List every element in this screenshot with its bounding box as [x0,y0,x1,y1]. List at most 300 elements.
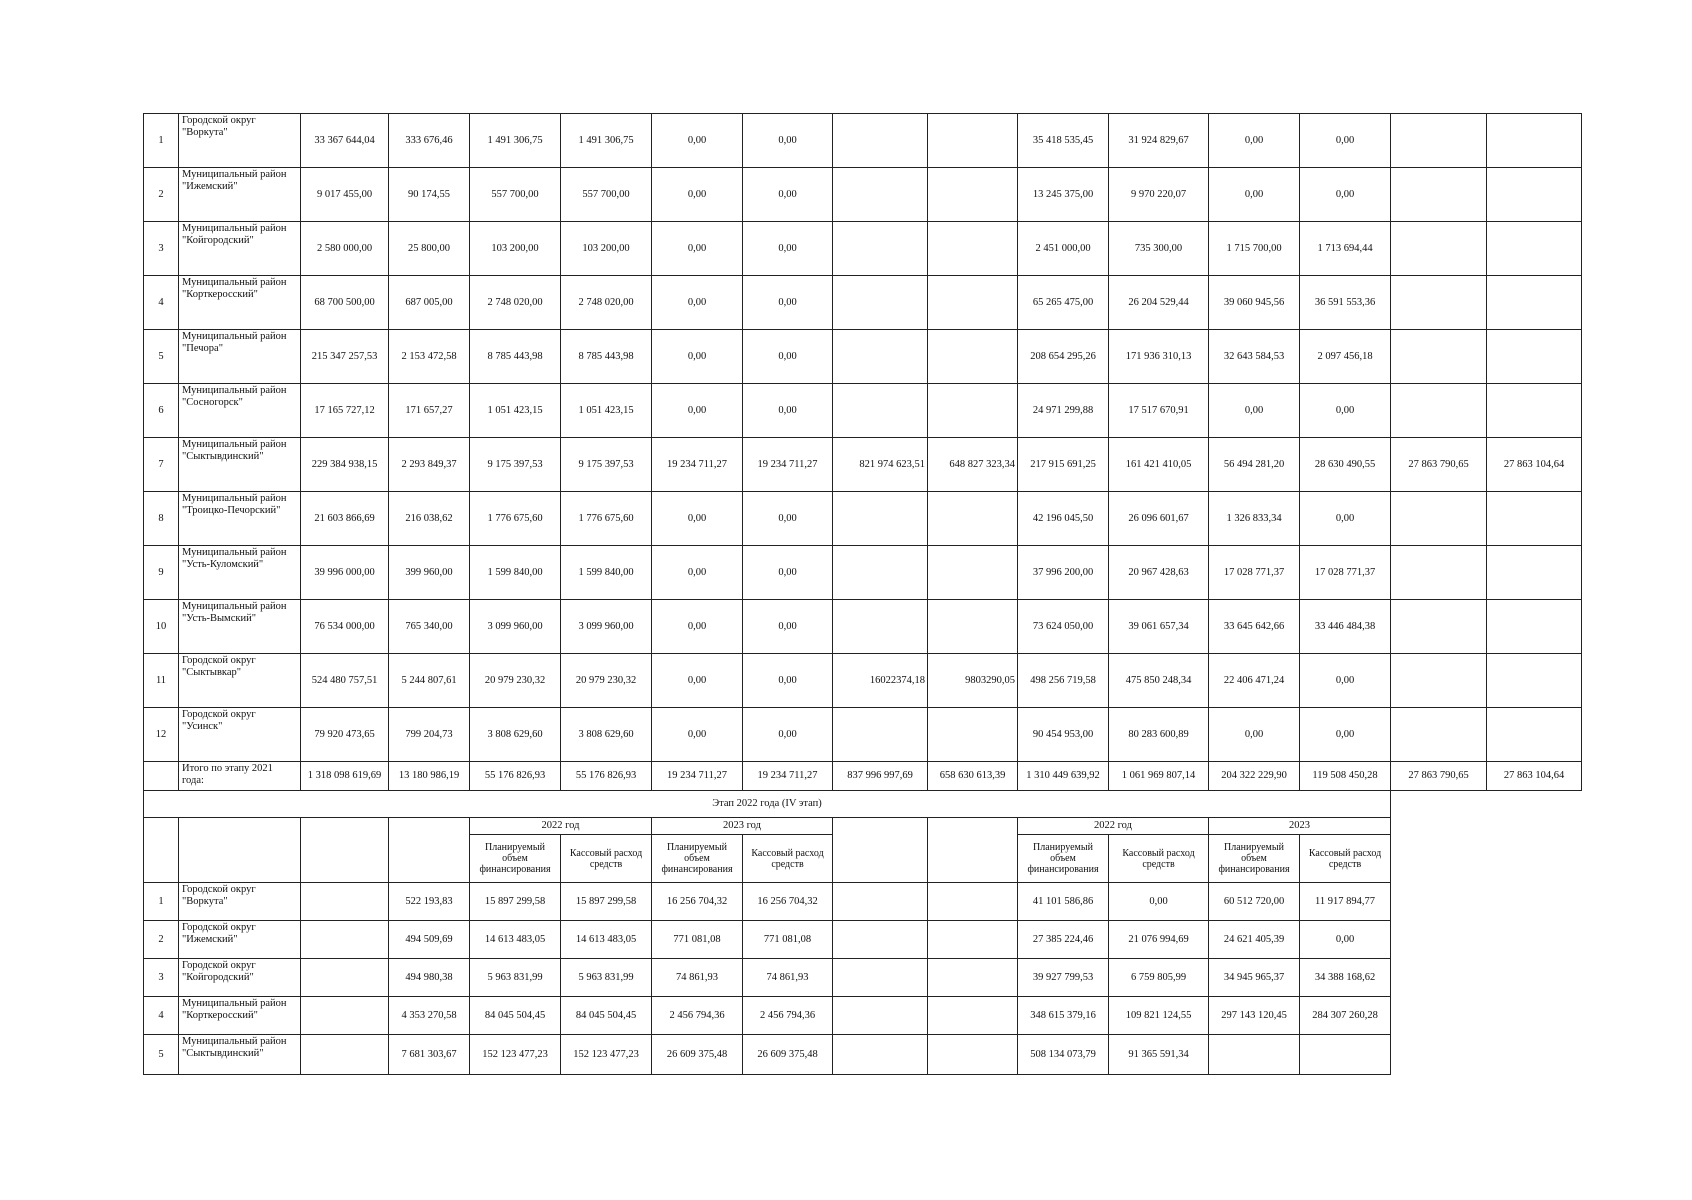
value-cell [833,708,928,762]
column-header: Кассовый расход средств [743,835,833,883]
value-cell: 41 101 586,86 [1018,883,1109,921]
total-value-cell: 13 180 986,19 [389,762,470,791]
value-cell: 494 509,69 [389,921,470,959]
value-cell: 80 283 600,89 [1109,708,1209,762]
value-cell [301,959,389,997]
value-cell: 7 681 303,67 [389,1035,470,1075]
value-cell: 26 096 601,67 [1109,492,1209,546]
municipality-name: Муниципальный район "Койгородский" [179,222,301,276]
budget-table-sheet [143,113,1582,1075]
value-cell [1487,654,1582,708]
value-cell: 9 175 397,53 [470,438,561,492]
value-cell: 0,00 [743,384,833,438]
municipality-name: Городской округ "Усинск" [179,708,301,762]
value-cell: 0,00 [743,492,833,546]
value-cell: 0,00 [1300,384,1391,438]
value-cell: 84 045 504,45 [561,997,652,1035]
value-cell: 0,00 [743,654,833,708]
row-number: 7 [144,438,179,492]
value-cell: 1 715 700,00 [1209,222,1300,276]
total-value-cell: 837 996 997,69 [833,762,928,791]
empty-cell [1391,835,1582,883]
value-cell: 22 406 471,24 [1209,654,1300,708]
value-cell [833,492,928,546]
value-cell [833,883,928,921]
value-cell: 821 974 623,51 [833,438,928,492]
row-number: 3 [144,222,179,276]
value-cell: 0,00 [1209,708,1300,762]
total-value-cell: 1 310 449 639,92 [1018,762,1109,791]
value-cell [1391,276,1487,330]
value-cell: 26 609 375,48 [743,1035,833,1075]
value-cell: 3 808 629,60 [470,708,561,762]
value-cell: 799 204,73 [389,708,470,762]
value-cell: 4 353 270,58 [389,997,470,1035]
value-cell: 34 388 168,62 [1300,959,1391,997]
value-cell: 399 960,00 [389,546,470,600]
column-header: Кассовый расход средств [1109,835,1209,883]
total-value-cell: 658 630 613,39 [928,762,1018,791]
value-cell: 0,00 [1209,384,1300,438]
municipality-name: Муниципальный район "Сосногорск" [179,384,301,438]
table-row [144,330,1582,384]
value-cell: 765 340,00 [389,600,470,654]
year-header: 2022 год [1018,818,1209,835]
stage-title-row [144,791,1582,818]
value-cell: 333 676,46 [389,114,470,168]
value-cell: 16 256 704,32 [743,883,833,921]
table-row [144,438,1582,492]
value-cell: 557 700,00 [561,168,652,222]
empty-header-cell [179,818,301,883]
value-cell [928,492,1018,546]
total-value-cell: 204 322 229,90 [1209,762,1300,791]
table-row [144,600,1582,654]
value-cell: 65 265 475,00 [1018,276,1109,330]
table-row [144,921,1582,959]
total-value-cell: 27 863 790,65 [1391,762,1487,791]
value-cell: 16022374,18 [833,654,928,708]
value-cell [1300,1035,1391,1075]
value-cell [833,600,928,654]
value-cell: 3 099 960,00 [470,600,561,654]
total-value-cell: 19 234 711,27 [652,762,743,791]
value-cell: 19 234 711,27 [743,438,833,492]
value-cell: 171 936 310,13 [1109,330,1209,384]
value-cell: 2 580 000,00 [301,222,389,276]
value-cell [301,1035,389,1075]
value-cell [1391,384,1487,438]
municipality-name: Муниципальный район "Печора" [179,330,301,384]
total-value-cell: 19 234 711,27 [743,762,833,791]
value-cell: 215 347 257,53 [301,330,389,384]
value-cell: 103 200,00 [470,222,561,276]
total-value-cell: 1 061 969 807,14 [1109,762,1209,791]
value-cell: 1 599 840,00 [470,546,561,600]
value-cell: 771 081,08 [652,921,743,959]
value-cell [833,330,928,384]
value-cell: 26 609 375,48 [652,1035,743,1075]
value-cell [833,546,928,600]
value-cell: 33 645 642,66 [1209,600,1300,654]
year-header: 2023 год [652,818,833,835]
value-cell: 20 979 230,32 [470,654,561,708]
value-cell: 508 134 073,79 [1018,1035,1109,1075]
value-cell: 1 051 423,15 [561,384,652,438]
value-cell: 16 256 704,32 [652,883,743,921]
value-cell: 5 963 831,99 [561,959,652,997]
value-cell [833,276,928,330]
value-cell: 39 061 657,34 [1109,600,1209,654]
value-cell: 0,00 [743,546,833,600]
value-cell: 28 630 490,55 [1300,438,1391,492]
value-cell: 557 700,00 [470,168,561,222]
total-value-cell: 27 863 104,64 [1487,762,1582,791]
budget-table [143,113,1582,1075]
value-cell: 3 808 629,60 [561,708,652,762]
value-cell: 0,00 [1209,114,1300,168]
value-cell: 13 245 375,00 [1018,168,1109,222]
value-cell [928,708,1018,762]
value-cell [1487,708,1582,762]
value-cell [928,883,1018,921]
value-cell: 284 307 260,28 [1300,997,1391,1035]
empty-cell [1391,921,1582,959]
value-cell: 1 599 840,00 [561,546,652,600]
value-cell: 5 244 807,61 [389,654,470,708]
value-cell: 27 863 104,64 [1487,438,1582,492]
value-cell: 15 897 299,58 [561,883,652,921]
value-cell [833,222,928,276]
value-cell [1391,546,1487,600]
stage-title: Этап 2022 года (IV этап) [144,791,1391,818]
value-cell: 161 421 410,05 [1109,438,1209,492]
municipality-name: Муниципальный район "Усть-Куломский" [179,546,301,600]
value-cell: 0,00 [652,330,743,384]
value-cell: 42 196 045,50 [1018,492,1109,546]
value-cell: 208 654 295,26 [1018,330,1109,384]
value-cell: 24 971 299,88 [1018,384,1109,438]
value-cell: 171 657,27 [389,384,470,438]
value-cell: 3 099 960,00 [561,600,652,654]
value-cell: 60 512 720,00 [1209,883,1300,921]
value-cell: 0,00 [652,384,743,438]
value-cell: 33 446 484,38 [1300,600,1391,654]
value-cell: 39 996 000,00 [301,546,389,600]
table-row [144,708,1582,762]
value-cell: 0,00 [743,330,833,384]
empty-cell [1391,818,1582,835]
table-row [144,546,1582,600]
value-cell [1487,168,1582,222]
value-cell: 5 963 831,99 [470,959,561,997]
year-header: 2022 год [470,818,652,835]
value-cell [301,883,389,921]
municipality-name: Муниципальный район "Сыктывдинский" [179,438,301,492]
municipality-name: Муниципальный район "Корткеросский" [179,997,301,1035]
table-row [144,276,1582,330]
value-cell [833,997,928,1035]
value-cell: 2 748 020,00 [470,276,561,330]
value-cell [928,921,1018,959]
value-cell: 1 776 675,60 [470,492,561,546]
value-cell [1391,222,1487,276]
value-cell: 8 785 443,98 [470,330,561,384]
value-cell: 2 748 020,00 [561,276,652,330]
value-cell [928,384,1018,438]
value-cell: 17 028 771,37 [1300,546,1391,600]
value-cell: 0,00 [1109,883,1209,921]
value-cell [301,997,389,1035]
value-cell: 68 700 500,00 [301,276,389,330]
row-number: 2 [144,921,179,959]
value-cell [1487,546,1582,600]
table-row [144,492,1582,546]
total-row [144,762,1582,791]
value-cell: 15 897 299,58 [470,883,561,921]
value-cell [833,114,928,168]
value-cell: 0,00 [652,114,743,168]
value-cell: 56 494 281,20 [1209,438,1300,492]
value-cell: 39 060 945,56 [1209,276,1300,330]
value-cell: 0,00 [1300,114,1391,168]
value-cell: 0,00 [652,276,743,330]
value-cell: 90 174,55 [389,168,470,222]
value-cell: 2 153 472,58 [389,330,470,384]
value-cell: 6 759 805,99 [1109,959,1209,997]
row-number: 5 [144,1035,179,1075]
total-value-cell: 119 508 450,28 [1300,762,1391,791]
value-cell: 27 863 790,65 [1391,438,1487,492]
empty-header-cell [301,818,389,883]
value-cell [833,959,928,997]
value-cell [1209,1035,1300,1075]
value-cell: 2 451 000,00 [1018,222,1109,276]
total-value-cell: 1 318 098 619,69 [301,762,389,791]
value-cell [1487,276,1582,330]
value-cell: 27 385 224,46 [1018,921,1109,959]
value-cell: 73 624 050,00 [1018,600,1109,654]
empty-cell [1391,959,1582,997]
row-number: 9 [144,546,179,600]
row-number: 10 [144,600,179,654]
value-cell: 1 051 423,15 [470,384,561,438]
value-cell: 79 920 473,65 [301,708,389,762]
value-cell: 20 967 428,63 [1109,546,1209,600]
value-cell [928,1035,1018,1075]
table-row [144,1035,1582,1075]
column-header: Кассовый расход средств [1300,835,1391,883]
value-cell: 687 005,00 [389,276,470,330]
value-cell: 14 613 483,05 [470,921,561,959]
row-number: 4 [144,997,179,1035]
value-cell: 152 123 477,23 [561,1035,652,1075]
value-cell: 103 200,00 [561,222,652,276]
value-cell: 0,00 [652,492,743,546]
value-cell [1487,384,1582,438]
row-number: 1 [144,114,179,168]
value-cell: 33 367 644,04 [301,114,389,168]
value-cell [928,959,1018,997]
municipality-name: Городской округ "Воркута" [179,114,301,168]
table-row [144,168,1582,222]
value-cell: 1 713 694,44 [1300,222,1391,276]
row-number: 3 [144,959,179,997]
column-header: Планируемый объем финансирования [1018,835,1109,883]
column-header: Планируемый объем финансирования [470,835,561,883]
table-row [144,654,1582,708]
value-cell [833,384,928,438]
empty-header-cell [928,818,1018,883]
value-cell: 9 175 397,53 [561,438,652,492]
value-cell [1391,600,1487,654]
row-number: 8 [144,492,179,546]
value-cell [1487,600,1582,654]
year-header-row [144,818,1582,835]
row-number: 4 [144,276,179,330]
value-cell: 2 456 794,36 [652,997,743,1035]
table-row [144,222,1582,276]
value-cell: 25 800,00 [389,222,470,276]
value-cell: 216 038,62 [389,492,470,546]
value-cell: 0,00 [652,222,743,276]
empty-header-cell [389,818,470,883]
value-cell: 735 300,00 [1109,222,1209,276]
value-cell: 14 613 483,05 [561,921,652,959]
value-cell: 522 193,83 [389,883,470,921]
table-row [144,997,1582,1035]
value-cell: 109 821 124,55 [1109,997,1209,1035]
value-cell [928,222,1018,276]
row-number: 1 [144,883,179,921]
value-cell: 26 204 529,44 [1109,276,1209,330]
municipality-name: Муниципальный район "Усть-Вымский" [179,600,301,654]
value-cell: 771 081,08 [743,921,833,959]
municipality-name: Муниципальный район "Ижемский" [179,168,301,222]
value-cell [1391,330,1487,384]
value-cell: 2 097 456,18 [1300,330,1391,384]
value-cell: 11 917 894,77 [1300,883,1391,921]
empty-cell [1391,883,1582,921]
value-cell: 0,00 [652,654,743,708]
value-cell [928,997,1018,1035]
value-cell: 35 418 535,45 [1018,114,1109,168]
empty-header-cell [144,818,179,883]
value-cell [928,168,1018,222]
value-cell [1487,222,1582,276]
column-header: Кассовый расход средств [561,835,652,883]
value-cell: 9803290,05 [928,654,1018,708]
value-cell: 34 945 965,37 [1209,959,1300,997]
value-cell: 0,00 [1300,921,1391,959]
table-row [144,384,1582,438]
value-cell [301,921,389,959]
value-cell [1487,492,1582,546]
value-cell: 494 980,38 [389,959,470,997]
value-cell [833,921,928,959]
value-cell: 39 927 799,53 [1018,959,1109,997]
row-number: 2 [144,168,179,222]
value-cell: 0,00 [1209,168,1300,222]
value-cell: 0,00 [652,546,743,600]
value-cell: 0,00 [1300,654,1391,708]
column-header: Планируемый объем финансирования [652,835,743,883]
value-cell: 524 480 757,51 [301,654,389,708]
empty-cell [1391,1035,1582,1075]
value-cell: 0,00 [1300,492,1391,546]
column-header: Планируемый объем финансирования [1209,835,1300,883]
table-row [144,883,1582,921]
row-number: 6 [144,384,179,438]
value-cell: 475 850 248,34 [1109,654,1209,708]
value-cell: 20 979 230,32 [561,654,652,708]
value-cell: 9 970 220,07 [1109,168,1209,222]
value-cell: 0,00 [652,168,743,222]
value-cell: 8 785 443,98 [561,330,652,384]
value-cell: 74 861,93 [652,959,743,997]
total-value-cell: 55 176 826,93 [561,762,652,791]
value-cell: 31 924 829,67 [1109,114,1209,168]
value-cell: 17 028 771,37 [1209,546,1300,600]
value-cell: 229 384 938,15 [301,438,389,492]
value-cell: 217 915 691,25 [1018,438,1109,492]
value-cell: 1 491 306,75 [561,114,652,168]
table-row [144,959,1582,997]
row-number: 12 [144,708,179,762]
value-cell [928,600,1018,654]
value-cell: 0,00 [743,600,833,654]
value-cell: 0,00 [743,276,833,330]
value-cell [1487,330,1582,384]
value-cell [1391,114,1487,168]
value-cell [928,546,1018,600]
value-cell: 348 615 379,16 [1018,997,1109,1035]
value-cell: 21 603 866,69 [301,492,389,546]
total-label: Итого по этапу 2021 года: [179,762,301,791]
value-cell: 74 861,93 [743,959,833,997]
value-cell: 0,00 [743,222,833,276]
value-cell [833,168,928,222]
municipality-name: Городской округ "Сыктывкар" [179,654,301,708]
value-cell: 297 143 120,45 [1209,997,1300,1035]
value-cell: 91 365 591,34 [1109,1035,1209,1075]
value-cell: 19 234 711,27 [652,438,743,492]
municipality-name: Муниципальный район "Троицко-Печорский" [179,492,301,546]
year-header: 2023 [1209,818,1391,835]
row-number: 11 [144,654,179,708]
value-cell [928,330,1018,384]
value-cell: 0,00 [1300,708,1391,762]
value-cell: 36 591 553,36 [1300,276,1391,330]
empty-header-cell [833,818,928,883]
value-cell: 0,00 [1300,168,1391,222]
municipality-name: Муниципальный район "Корткеросский" [179,276,301,330]
value-cell: 37 996 200,00 [1018,546,1109,600]
value-cell: 32 643 584,53 [1209,330,1300,384]
value-cell: 17 517 670,91 [1109,384,1209,438]
municipality-name: Городской округ "Ижемский" [179,921,301,959]
value-cell: 90 454 953,00 [1018,708,1109,762]
value-cell: 0,00 [743,168,833,222]
value-cell: 1 776 675,60 [561,492,652,546]
total-value-cell: 55 176 826,93 [470,762,561,791]
empty-cell [1391,997,1582,1035]
row-number: 5 [144,330,179,384]
value-cell: 0,00 [743,708,833,762]
value-cell: 76 534 000,00 [301,600,389,654]
value-cell: 0,00 [743,114,833,168]
value-cell [1391,654,1487,708]
